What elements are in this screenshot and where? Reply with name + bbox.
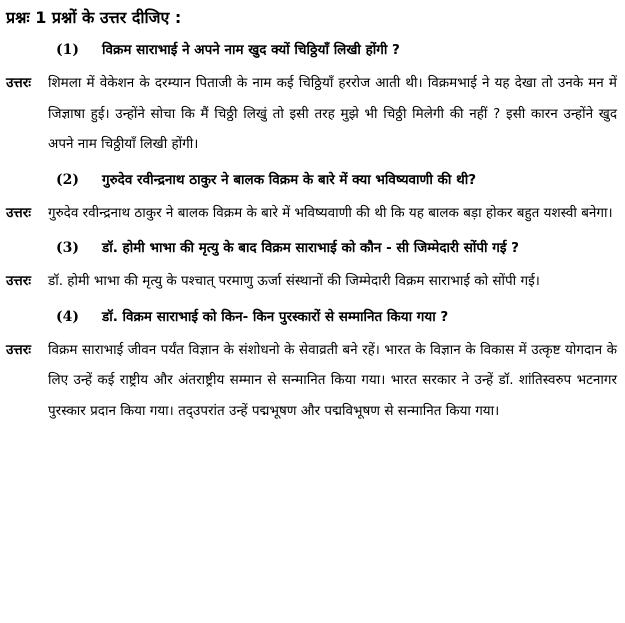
question-number: (1) bbox=[56, 42, 79, 58]
question-number: (3) bbox=[56, 240, 79, 256]
question-number: (2) bbox=[56, 171, 79, 188]
question-row-3 bbox=[6, 234, 617, 262]
question-number: (4) bbox=[56, 308, 79, 325]
question-row-4 bbox=[6, 303, 617, 331]
answer-row-1 bbox=[6, 68, 617, 160]
question-text: डॉ. होमी भाभा की मृत्यु के बाद विक्रम साराभाई को कौन - सी जिम्मेदारी सोंपी गई ? bbox=[102, 240, 519, 256]
answer-text: गुरुदेव रवीन्द्रनाथ ठाकुर ने बालक विक्रम के बारे में भविष्यवाणी की थी कि यह बालक बड़ा होकर बहुत यशस्वी बनेगा। bbox=[48, 204, 613, 221]
question-text: विक्रम साराभाई ने अपने नाम खुद क्यों चिठ्ठियाँ लिखी होंगी ? bbox=[102, 42, 400, 58]
question-row-2 bbox=[6, 166, 617, 194]
answer-label: उत्तरः bbox=[6, 204, 31, 221]
question-text: गुरुदेव रवीन्द्रनाथ ठाकुर ने बालक विक्रम के बारे में क्या भविष्यवाणी की थी? bbox=[102, 171, 477, 188]
question-row-1 bbox=[6, 36, 617, 64]
answer-text: डॉ. होमी भाभा की मृत्यु के पश्चात् परमाणु ऊर्जा संस्थानों की जिम्मेदारी विक्रम साराभाई को सोंपी गई। bbox=[48, 273, 540, 289]
answer-label: उत्तरः bbox=[6, 341, 31, 358]
answer-text: विक्रम साराभाई जीवन पर्यंत विज्ञान के संशोधनो के सेवाव्रती बने रहें। भारत के विज्ञान के विकास में उत्कृष्ट योगदान के लिए उन्हें कई राष्ट्रीय और अंतराष्ट्रीय सम्मान से सन्मानित किया गया। भारत सरकार ने उन्हें डॉ. शांतिस्वरुप भटनागर पुरस्कार प्रदान किया गया। तद्उपरांत उन्हें पद्मभूषण और पद्मविभूषण से सन्मानित किया गया। bbox=[48, 341, 617, 419]
question-text: डॉ. विक्रम साराभाई को किन- किन पुरस्कारों से सम्मानित किया गया ? bbox=[102, 308, 449, 325]
answer-row-2 bbox=[6, 198, 617, 229]
answer-row-3 bbox=[6, 266, 617, 297]
answer-row-4 bbox=[6, 335, 617, 427]
section-heading: प्रश्नः 1 प्रश्नों के उत्तर दीजिए : bbox=[6, 8, 182, 27]
answer-text: शिमला में वेकेशन के दरम्यान पिताजी के नाम कई चिठ्ठियाँ हररोज आती थी। विक्रमभाई ने यह देखा तो उनके मन में जिज्ञाषा हुई। उन्होंने सोचा कि मैं चिठ्ठी लिखुं तो इसी तरह मुझे भी चिठ्ठी मिलेगी की नहीं ? इसी कारन उन्होंने खुद अपने नाम चिठ्ठीयाँ लिखी होंगी। bbox=[48, 75, 617, 152]
answer-label: उत्तरः bbox=[6, 75, 31, 91]
answer-label: उत्तरः bbox=[6, 273, 31, 289]
